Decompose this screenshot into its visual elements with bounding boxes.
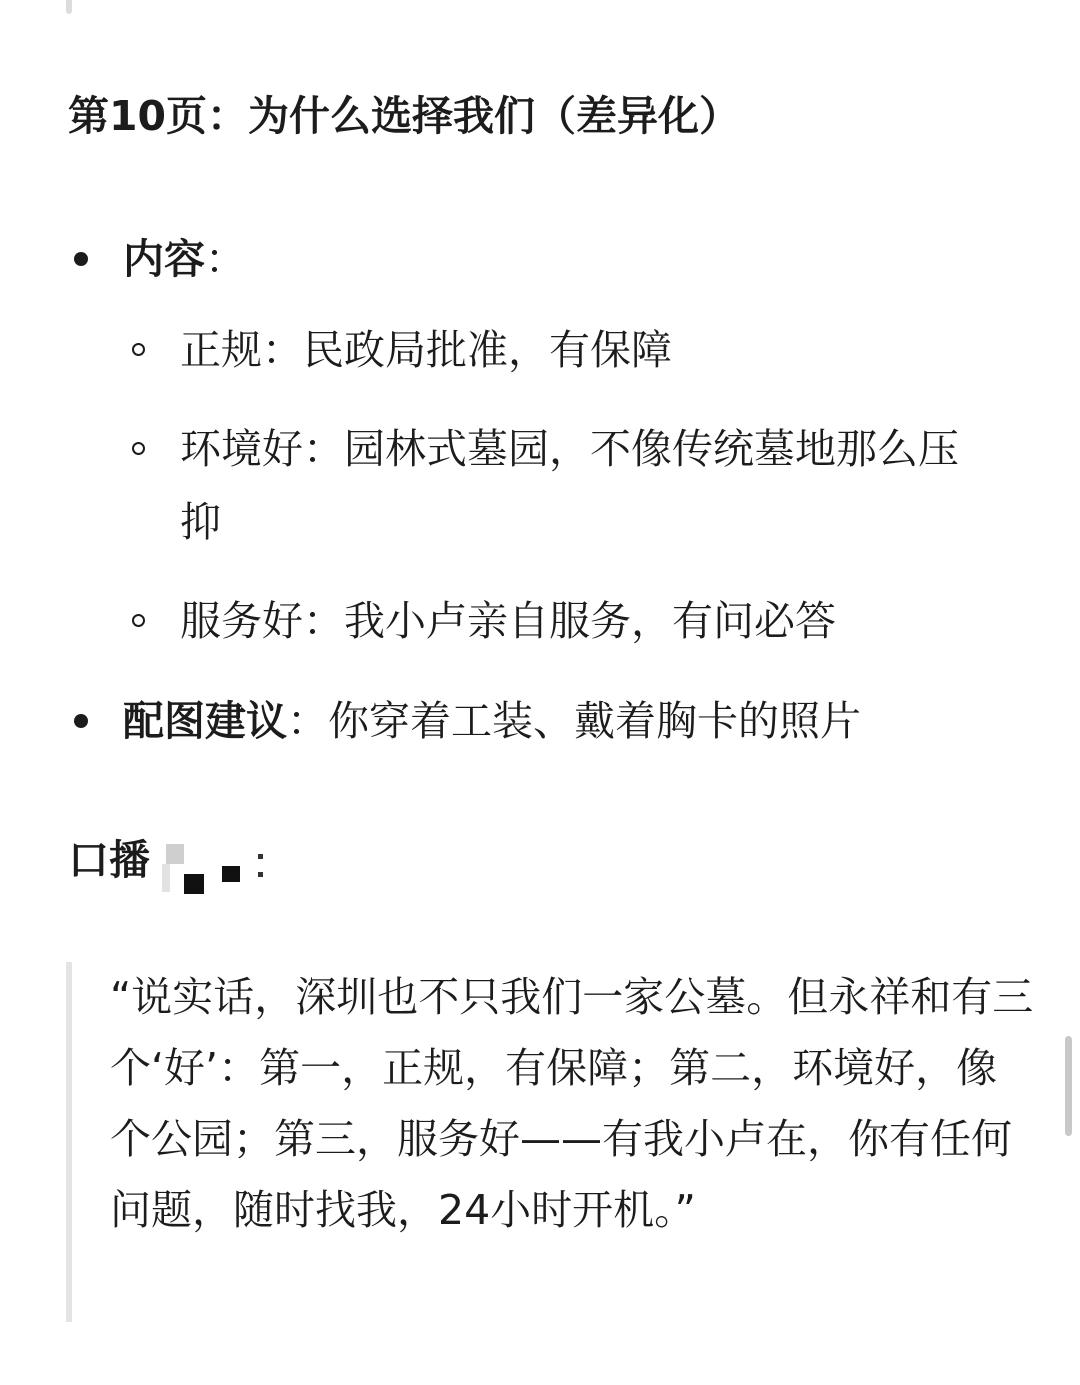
sub-item-label: 服务好 [180,597,303,645]
sub-item-text: 民政局批准，有保障 [303,326,672,374]
script-quote-text: “说实话，深圳也不只我们一家公墓。但永祥和有三个‘好’：第一，正规，有保障；第二，环境好，像个公园；第三，服务好——有我小卢在，你有任何问题，随时找我，24小时开机。” [110,973,1034,1234]
sub-item-colon: ： [303,425,344,473]
script-heading-text: 口播 [68,836,150,884]
script-heading [68,830,150,890]
bullet-dot-icon [74,252,88,266]
sub-bullet-circle-icon [132,442,145,455]
image-suggestion-colon: ： [287,697,328,745]
content-bullet [123,229,246,289]
image-suggestion-bullet [123,691,861,751]
sub-item-regulated [180,314,980,387]
vertical-scrollbar[interactable] [1065,1036,1072,1136]
script-quote-block [66,962,1032,1322]
sub-bullet-circle-icon [132,614,145,627]
sub-item-colon: ： [303,597,344,645]
image-suggestion-text: 你穿着工装、戴着胸卡的照片 [328,697,861,745]
sub-item-colon: ： [262,326,303,374]
sub-item-text: 园林式墓园，不像传统墓地那么压抑 [180,425,959,546]
content-colon: ： [205,235,246,283]
redaction-mosaic [160,838,280,898]
bullet-dot-icon [74,714,88,728]
image-suggestion-label: 配图建议 [123,697,287,745]
sub-bullet-circle-icon [132,343,145,356]
sub-item-environment [180,413,980,559]
sub-item-service [180,585,980,658]
page-title: 第10页：为什么选择我们（差异化） [68,92,741,140]
sub-item-text: 我小卢亲自服务，有问必答 [344,597,836,645]
content-label: 内容 [123,235,205,283]
top-scroll-hint [66,0,72,14]
sub-item-label: 环境好 [180,425,303,473]
sub-item-label: 正规 [180,326,262,374]
